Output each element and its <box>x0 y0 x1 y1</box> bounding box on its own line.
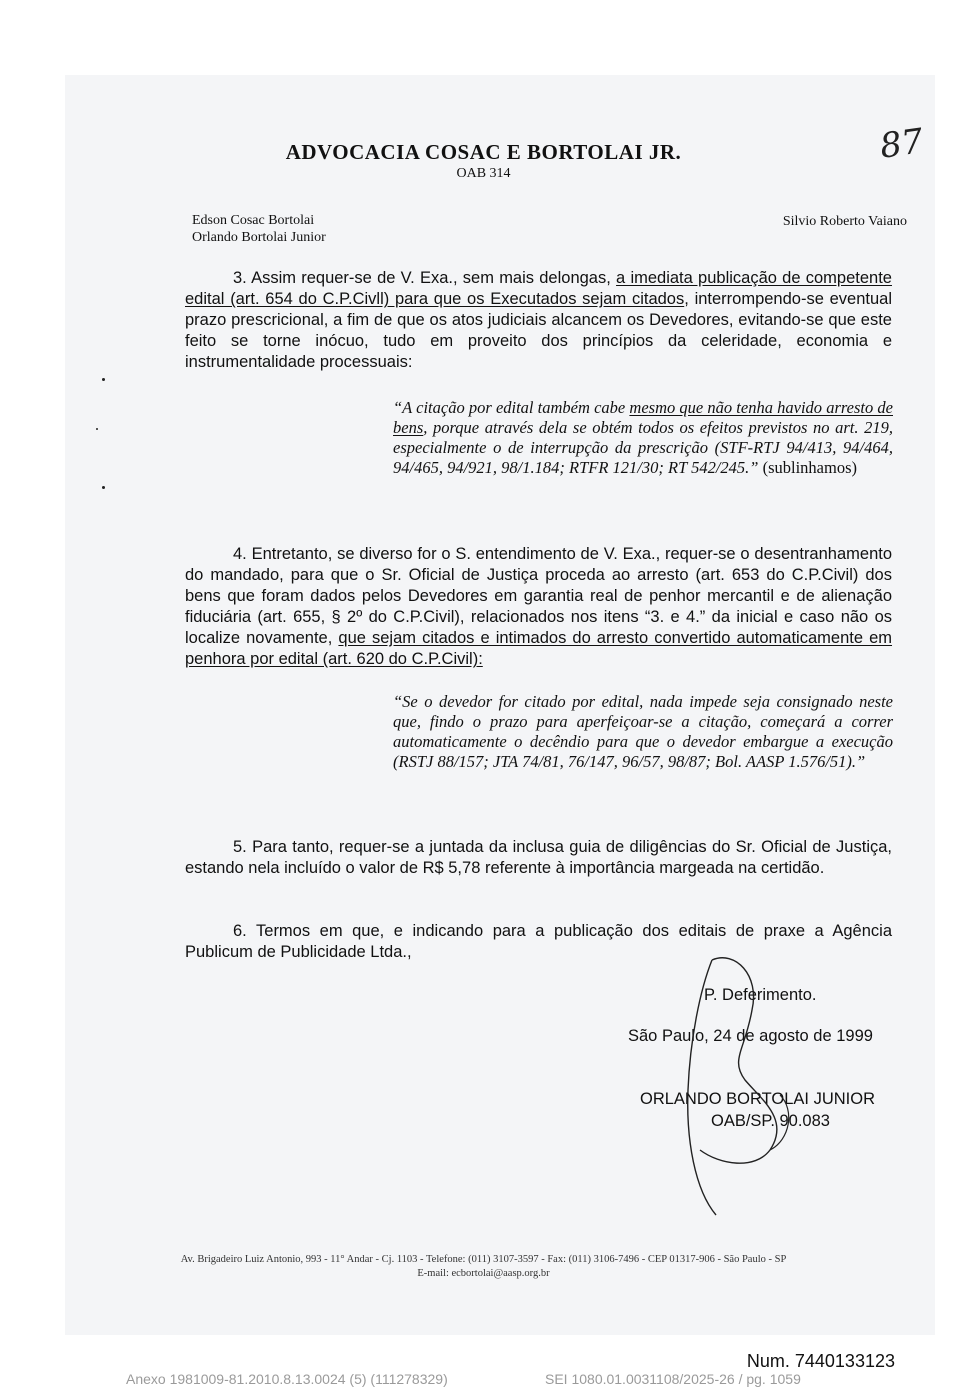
handwritten-page-number: 87 <box>877 121 926 167</box>
signer-oab: OAB/SP. 90.083 <box>711 1112 830 1130</box>
partner-right: Silvio Roberto Vaiano <box>782 214 907 229</box>
partner-name: Edson Cosac Bortolai <box>192 213 315 228</box>
paragraph-6 <box>185 921 892 963</box>
p4-start: 4. Entretanto, se diverso for o S. entendimento de V. Exa., requer-se o desentranhamento do mandado, para que o Sr. Oficial de Justiça proceda ao arresto (art. 653 do C.P.Civil) dos bens que foram dados pelos Devedores em garantia real de penhor mercantil e de alienação fiduciária (art. 655, § 2º do C.P.Civil), relacionados nos itens “3. e 4.” da inicial e caso não os localize novamente, <box>185 545 892 647</box>
footer-address: Av. Brigadeiro Luiz Antonio, 993 - 11° Andar - Cj. 1103 - Telefone: (011) 3107-3597 - Fax: (011) 3106-7496 - CEP 01317-906 - São Paulo - SP <box>180 1254 787 1265</box>
partner-name: Orlando Bortolai Junior <box>192 230 326 245</box>
q1-start: “A citação por edital também cabe <box>393 398 630 417</box>
scan-speck <box>102 486 105 489</box>
deferimento: P. Deferimento. <box>704 986 817 1004</box>
q1-underlined: mesmo que não tenha havido arresto de bens <box>393 398 893 437</box>
signer-name: ORLANDO BORTOLAI JUNIOR <box>640 1090 876 1108</box>
quote-1 <box>393 398 893 478</box>
q1-end: , porque através dela se obtém todos os efeitos previstos no art. 219, especialmente o de interrupção da prescrição (STF-RTJ 94/413, 94/464, 94/465, 94/921, 98/1.184; RTFR 121/30; RT 542/245.” <box>393 418 893 477</box>
p3-underlined: a imediata publicação de competente edital (art. 654 do C.P.Civll) para que os Executados sejam citados <box>185 269 892 308</box>
footer-email: E-mail: ecbortolai@aasp.org.br <box>417 1268 550 1279</box>
p4-underlined: que sejam citados e intimados do arresto convertido automaticamente em penhora por edital (art. 620 do C.P.Civil): <box>185 629 893 668</box>
annex-stamp: Anexo 1981009-81.2010.8.13.0024 (5) (111278329) <box>126 1371 448 1387</box>
p5-text: 5. Para tanto, requer-se a juntada da inclusa guia de diligências do Sr. Oficial de Justiça, estando nela incluído o valor de R$ 5,78 referente à importância margeada na certidão. <box>185 838 892 877</box>
place-date: São Paulo, 24 de agosto de 1999 <box>628 1027 873 1045</box>
partners-left <box>192 212 326 246</box>
quote-2: “Se o devedor for citado por edital, nada impede seja consignado neste que, findo o prazo para aperfeiçoar-se a citação, começará a correr automaticamente o decêndio para que o devedor embargue a execução (RSTJ 88/157; JTA 74/81, 76/147, 96/57, 98/87; Bol. AASP 1.576/51).” <box>393 692 893 771</box>
firm-oab: OAB 314 <box>456 166 511 181</box>
q1-suffix: (sublinhamos) <box>758 458 858 477</box>
p3-start: 3. Assim requer-se de V. Exa., sem mais delongas, <box>233 269 617 287</box>
firm-name: ADVOCACIA COSAC E BORTOLAI JR. <box>285 140 682 164</box>
paragraph-4 <box>185 544 892 670</box>
document-number: Num. 7440133123 <box>746 1351 895 1371</box>
p3-end: , interrompendo-se eventual prazo prescricional, a fim de que os atos judiciais alcancem os Devedores, evitando-se que este feito se torne inócuo, tudo em proveito dos princípios da celeridade, economia e instrumentalidade processuais: <box>185 290 893 371</box>
paragraph-5 <box>185 837 892 879</box>
scan-speck <box>96 428 98 430</box>
p6-text: 6. Termos em que, e indicando para a publicação dos editais de praxe a Agência Publicum de Publicidade Ltda., <box>185 922 892 961</box>
paragraph-3 <box>185 268 892 373</box>
sei-stamp: SEI 1080.01.0031108/2025-26 / pg. 1059 <box>545 1371 801 1387</box>
scan-speck <box>102 378 105 381</box>
